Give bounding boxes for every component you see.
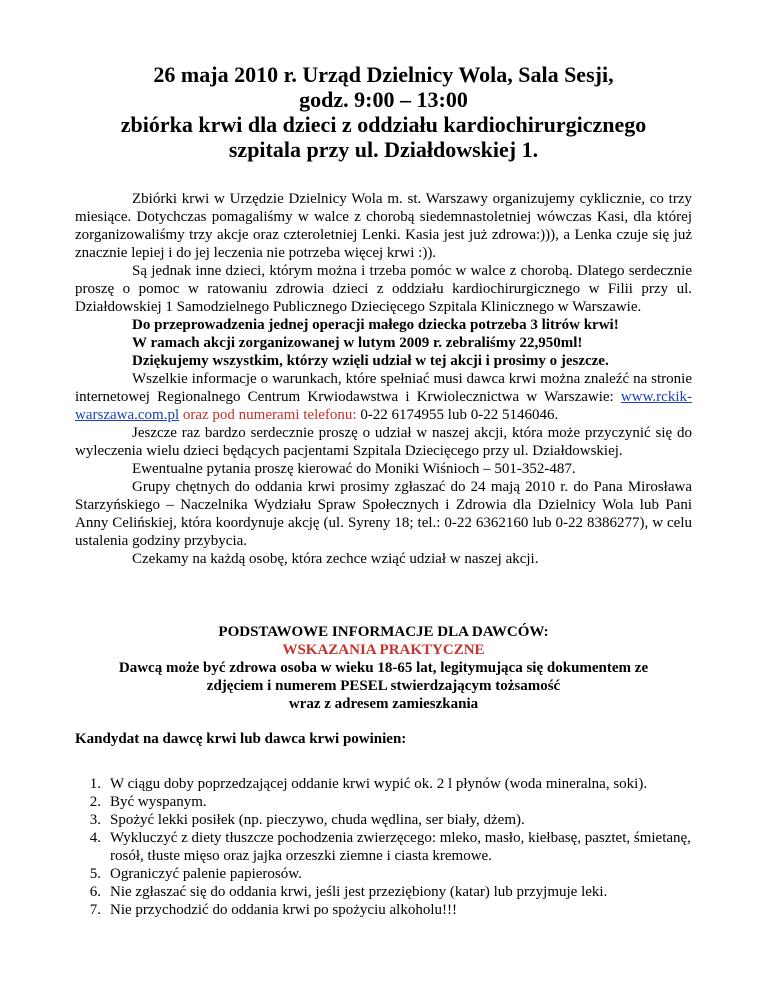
list-item-text: Nie zgłaszać się do oddania krwi, jeśli jest przeziębiony (katar) lub przyjmuje leki.: [110, 884, 608, 900]
list-item: [75, 901, 692, 919]
list-item-number: 4.: [89, 830, 101, 846]
paragraph-closing: Czekamy na każdą osobę, która zechce wziąć udział w naszej akcji.: [132, 551, 539, 567]
info-red-text: oraz pod numerami telefonu:: [179, 407, 357, 423]
list-item-number: 3.: [89, 812, 101, 828]
list-item: [75, 811, 692, 829]
donor-info-line-2: zdjęciem i numerem PESEL stwierdzającym tożsamość: [206, 678, 561, 694]
list-item: [75, 793, 692, 811]
list-item: [75, 775, 692, 793]
paragraph-history: Zbiórki krwi w Urzędzie Dzielnicy Wola m. st. Warszawy organizujemy cyklicznie, co trzy miesiące. Dotychczas pomagaliśmy w walce z chorobą siedemnastoletniej wówczas Kasi, dla której zorganizowaliśmy trzy akcje oraz czteroletniej Lenki. Kasia jest już zdrowa:))), a Lenka czuje się już znacznie lepiej i do jej leczenia nie potrzeba więcej krwi :)).: [75, 191, 692, 261]
paragraph-groups: Grupy chętnych do oddania krwi prosimy zgłaszać do 24 mają 2010 r. do Pana Mirosława Starzyńskiego – Naczelnika Wydziału Spraw Społecznych i Zdrowia dla Dzielnicy Wola lub Pani Anny Celińskiej, która koordynuje akcję (ul. Syreny 18; tel.: 0-22 6362160 lub 0-22 8386277), w celu ustalenia godziny przybycia.: [75, 479, 692, 549]
donor-info-line-1: Dawcą może być zdrowa osoba w wieku 18-65 lat, legitymująca się dokumentem ze: [118, 660, 649, 676]
donor-rules-list: [75, 775, 692, 919]
list-item-text: Wykluczyć z diety tłuszcze pochodzenia zwierzęcego: mleko, masło, kiełbasę, pasztet, śmietanę, rosół, tłuste mięso oraz jajka orzeszki ziemne i ciasta kremowe.: [110, 830, 691, 864]
body-text: [75, 190, 692, 568]
rckik-website-link[interactable]: www.rckik-warszawa.com.pl: [75, 389, 692, 423]
list-item-text: W ciągu doby poprzedzającej oddanie krwi wypić ok. 2 l płynów (woda mineralna, soki).: [110, 776, 648, 792]
title-line-4: szpitala przy ul. Działdowskiej 1.: [228, 137, 539, 162]
list-item-text: Być wyspanym.: [110, 794, 207, 810]
donor-info-block: [75, 623, 692, 713]
title-line-1: 26 maja 2010 r. Urząd Dzielnicy Wola, Sala Sesji,: [153, 62, 614, 87]
paragraph-contact: Ewentualne pytania proszę kierować do Moniki Wiśnioch – 501-352-487.: [132, 461, 576, 477]
list-item: [75, 829, 692, 865]
donor-info-heading: PODSTAWOWE INFORMACJE DLA DAWCÓW:: [218, 624, 549, 640]
list-item-number: 5.: [89, 866, 101, 882]
donor-info-subheading: WSKAZANIA PRAKTYCZNE: [282, 642, 485, 658]
list-item-number: 2.: [89, 794, 101, 810]
info-phone-numbers: 0-22 6174955 lub 0-22 5146046.: [356, 407, 559, 423]
candidate-heading: Kandydat na dawcę krwi lub dawca krwi powinien:: [75, 731, 407, 747]
highlight-line-3: Dziękujemy wszystkim, którzy wzięli udział w tej akcji i prosimy o jeszcze.: [132, 353, 609, 369]
list-item-text: Nie przychodzić do oddania krwi po spożyciu alkoholu!!!: [110, 902, 457, 918]
highlight-line-2: W ramach akcji zorganizowanej w lutym 2009 r. zebraliśmy 22,950ml!: [132, 335, 583, 351]
list-item: [75, 865, 692, 883]
title-line-2: godz. 9:00 – 13:00: [299, 87, 468, 112]
info-text: Wszelkie informacje o warunkach, które spełniać musi dawca krwi można znaleźć na stronie internetowej Regionalnego Centrum Krwiodawstwa i Krwiolecznictwa w Warszawie:: [75, 371, 692, 405]
document-title: [75, 62, 692, 162]
title-line-3: zbiórka krwi dla dzieci z oddziału kardiochirurgicznego: [120, 112, 647, 137]
list-item: [75, 883, 692, 901]
list-item-text: Ograniczyć palenie papierosów.: [110, 866, 302, 882]
highlight-line-1: Do przeprowadzenia jednej operacji małego dziecka potrzeba 3 litrów krwi!: [132, 317, 619, 333]
list-item-text: Spożyć lekki posiłek (np. pieczywo, chuda wędlina, ser biały, dżem).: [110, 812, 525, 828]
document-page: [75, 62, 692, 919]
paragraph-request: Jeszcze raz bardzo serdecznie proszę o udział w naszej akcji, która może przyczynić się do wyleczenia wielu dzieci będących pacjentami Szpitala Dziecięcego przy ul. Działdowskiej.: [75, 425, 692, 459]
list-item-number: 7.: [89, 902, 101, 918]
highlight-block: [75, 316, 692, 370]
list-item-number: 6.: [89, 884, 101, 900]
donor-info-line-3: wraz z adresem zamieszkania: [288, 696, 479, 712]
paragraph-info: [75, 370, 692, 424]
list-item-number: 1.: [89, 776, 101, 792]
paragraph-appeal: Są jednak inne dzieci, którym można i trzeba pomóc w walce z chorobą. Dlatego serdecznie proszę o pomoc w ratowaniu zdrowia dzieci z oddziału kardiochirurgicznego w Filii przy ul. Działdowskiej 1 Samodzielnego Publicznego Dziecięcego Szpitala Klinicznego w Warszawie.: [75, 263, 692, 315]
